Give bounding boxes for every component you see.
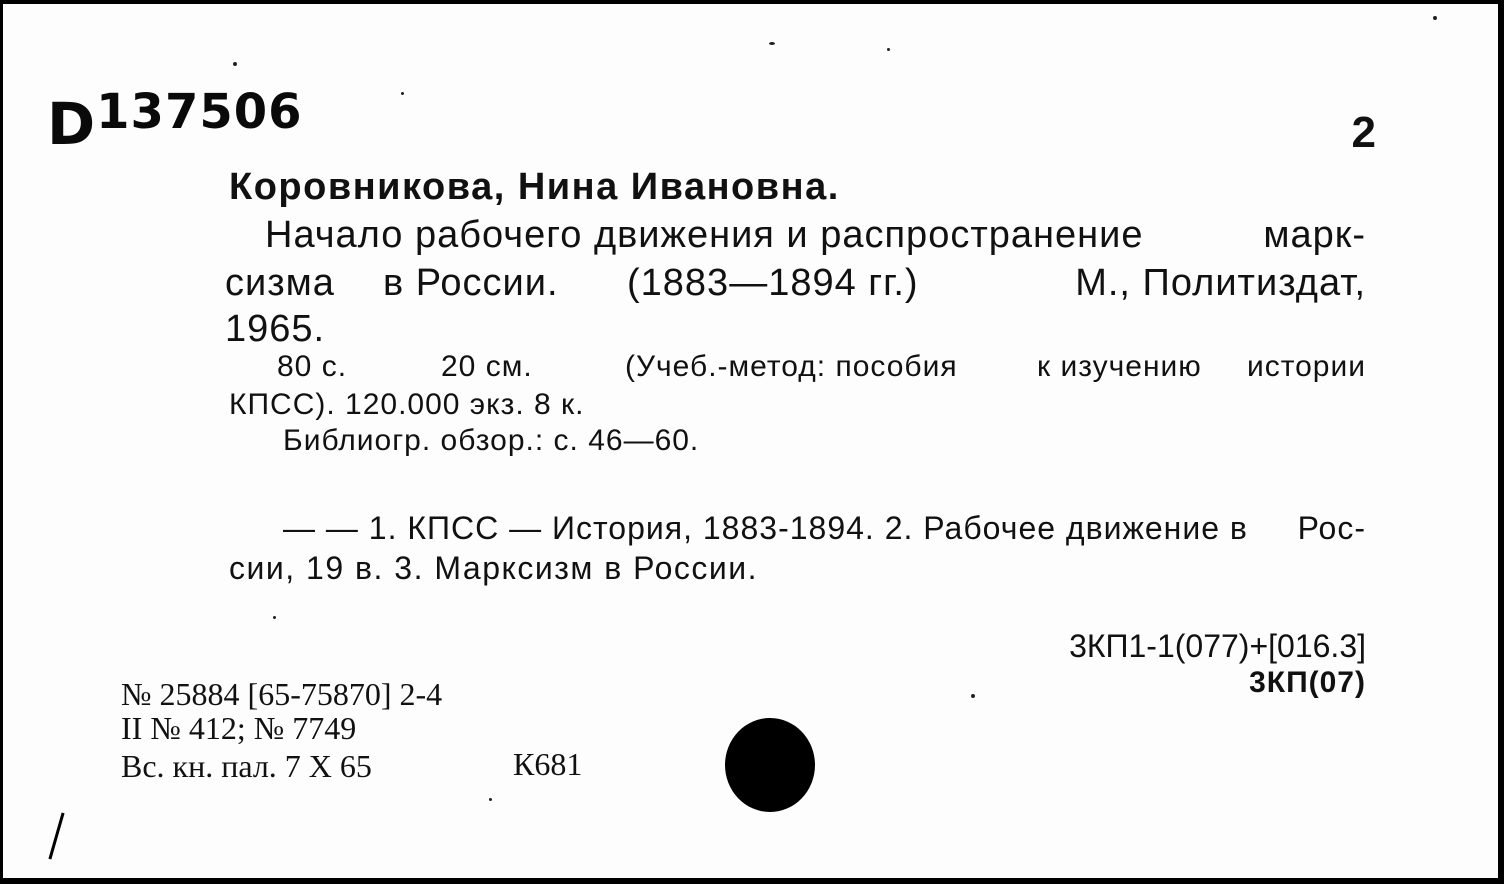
classification-primary: 3КП1-1(077)+[016.3] xyxy=(1069,628,1366,664)
title-line-2-b: в России. xyxy=(383,262,559,304)
author-heading: Коровникова, Нина Ивановна. xyxy=(229,166,840,208)
speck xyxy=(971,694,975,698)
speck xyxy=(401,92,404,95)
bibliography-note: Библиогр. обзор.: с. 46—60. xyxy=(283,424,700,457)
pencil-mark xyxy=(48,813,64,860)
publisher: М., Политиздат, xyxy=(1075,262,1366,304)
speck xyxy=(489,798,492,801)
speck xyxy=(273,616,276,619)
series-c: истории xyxy=(1246,350,1366,383)
registry-chamber: Вс. кн. пал. 7 X 65 xyxy=(121,748,372,784)
series-b: к изучению xyxy=(1037,350,1202,383)
series-a: (Учеб.-метод: пособия xyxy=(625,350,958,383)
title-line-1-end: марк- xyxy=(1263,214,1366,256)
speck xyxy=(887,48,890,51)
series-line-2: КПСС). 120.000 экз. 8 к. xyxy=(229,388,585,421)
call-number xyxy=(47,80,303,158)
speck xyxy=(233,62,237,66)
card-index-number: 2 xyxy=(1351,108,1376,157)
subjects-line-2: сии, 19 в. 3. Марксизм в России. xyxy=(229,550,759,586)
call-number-value: 137506 xyxy=(96,84,303,140)
subjects-line-1-end: Рос- xyxy=(1297,510,1366,546)
speck xyxy=(1433,16,1437,20)
card-code: К681 xyxy=(513,746,583,782)
size: 20 см. xyxy=(441,350,533,383)
pages: 80 с. xyxy=(277,350,348,383)
registry-number-2: II № 412; № 7749 xyxy=(121,710,357,746)
call-number-prefix: D xyxy=(47,90,97,158)
title-line-2-dates: (1883—1894 гг.) xyxy=(627,262,919,304)
punch-hole xyxy=(725,718,815,812)
speck xyxy=(769,42,775,45)
title-line-1: Начало рабочего движения и распространение xyxy=(265,214,1144,256)
registry-number: № 25884 [65-75870] 2-4 xyxy=(121,676,443,712)
publication-year: 1965. xyxy=(225,308,326,350)
title-line-2-a: сизма xyxy=(225,262,335,304)
subjects-line-1: — — 1. КПСС — История, 1883-1894. 2. Рабочее движение в xyxy=(283,510,1248,546)
classification-secondary: 3КП(07) xyxy=(1249,666,1366,699)
